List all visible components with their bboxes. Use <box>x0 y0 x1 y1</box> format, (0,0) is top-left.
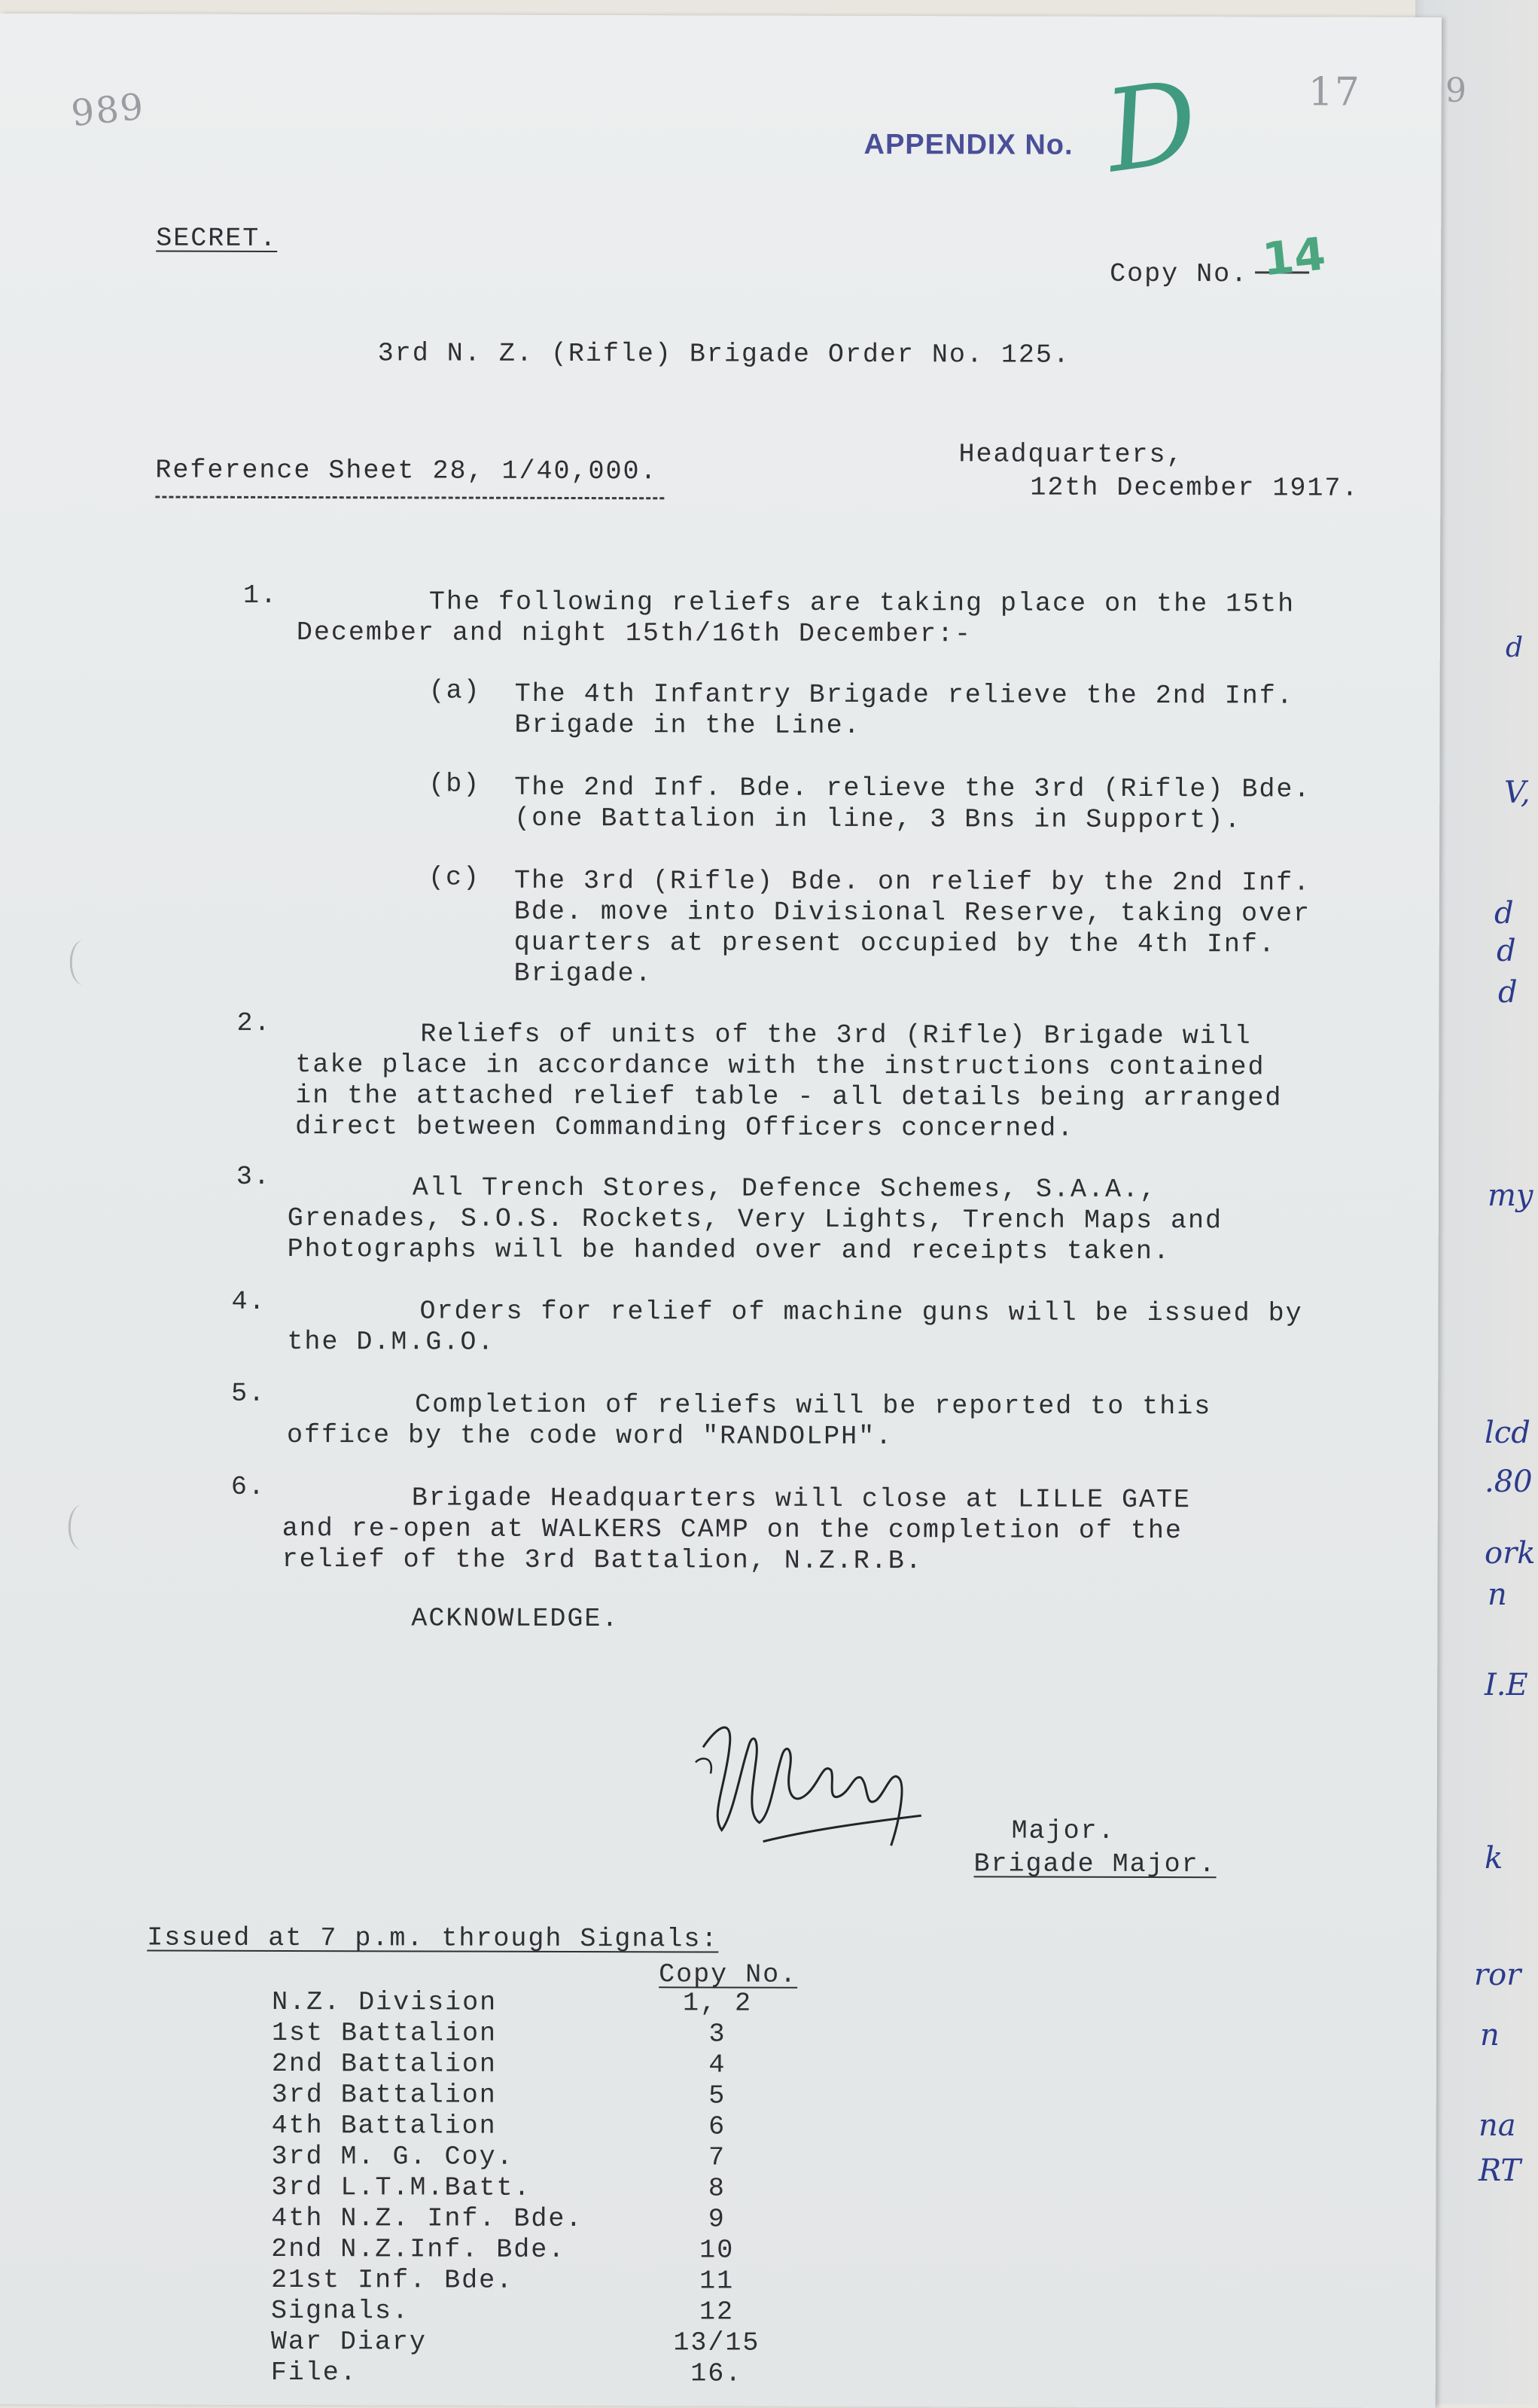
sub-item-text: The 4th Infantry Brigade relieve the 2nd Inf. Brigade in the Line. <box>514 678 1294 741</box>
distribution-copy-number: 10 <box>699 2235 735 2266</box>
reference-underline <box>155 496 664 500</box>
distribution-copy-number: 3 <box>708 2019 726 2050</box>
margin-fragment: my <box>1488 1178 1533 1213</box>
distribution-copy-number: 12 <box>699 2297 735 2327</box>
paragraph-text: The following reliefs are taking place on the 15th December and night 15th/16th December:- <box>296 587 1296 650</box>
margin-fragment: d <box>1506 632 1524 663</box>
copy-number: 14 <box>1259 227 1329 287</box>
margin-fragment: k <box>1485 1841 1503 1876</box>
order-date: 12th December 1917. <box>1030 472 1360 504</box>
signatory-title: Brigade Major. <box>973 1849 1217 1880</box>
margin-fragment: ror <box>1474 1958 1521 1992</box>
margin-fragment: I.E <box>1485 1668 1528 1702</box>
distribution-unit: 4th Battalion <box>271 2110 497 2141</box>
paragraph-text: Brigade Headquarters will close at LILLE GATE and re-open at WALKERS CAMP on the completion of the relief of the 3rd Battalion, N.Z.R.B. <box>282 1483 1192 1577</box>
sub-item-label: (a) <box>428 675 481 706</box>
distribution-unit: War Diary <box>270 2326 427 2358</box>
reference-sheet: Reference Sheet 28, 1/40,000. <box>155 455 658 487</box>
distribution-copy-number: 5 <box>708 2080 726 2111</box>
distribution-unit: Signals. <box>270 2295 410 2327</box>
folio-number: 9 <box>1445 72 1468 110</box>
distribution-copy-number: 13/15 <box>673 2327 760 2358</box>
margin-fragment: RT <box>1479 2153 1521 2188</box>
margin-fragment: n <box>1488 1577 1507 1612</box>
acknowledge: ACKNOWLEDGE. <box>411 1603 620 1635</box>
sub-item-text: The 3rd (Rifle) Bde. on relief by the 2nd Inf. Bde. move into Divisional Reserve, taking over quarters at present occupied by the 4th Inf. Brigade. <box>513 865 1311 989</box>
distribution-copy-number: 4 <box>708 2050 726 2080</box>
distribution-unit: N.Z. Division <box>272 1986 498 2018</box>
copy-label: Copy No. <box>1110 258 1249 290</box>
paragraph-text: Reliefs of units of the 3rd (Rifle) Brigade will take place in accordance with the instructions contained in the attached relief table - all details being arranged direct between Commanding Officers concerned. <box>295 1019 1283 1144</box>
handwritten-signature <box>688 1702 945 1853</box>
appendix-page-number: 17 <box>1308 69 1361 115</box>
distribution-copy-number: 11 <box>699 2266 735 2297</box>
sub-item-label: (c) <box>428 862 481 893</box>
distribution-unit: 2nd Battalion <box>271 2048 497 2080</box>
margin-fragment: .80 <box>1485 1465 1533 1499</box>
paragraph-number: 6. <box>230 1471 266 1502</box>
paragraph-number: 1. <box>242 580 279 611</box>
paragraph-number: 5. <box>231 1378 266 1409</box>
distribution-copy-number: 16. <box>690 2358 743 2389</box>
appendix-stamp: APPENDIX No. <box>863 129 1074 161</box>
paragraph-number: 3. <box>236 1161 272 1192</box>
distribution-unit: 21st Inf. Bde. <box>271 2264 514 2296</box>
distribution-heading: Issued at 7 p.m. through Signals: <box>147 1922 719 1955</box>
sub-item-label: (b) <box>428 769 481 800</box>
margin-fragment: V, <box>1504 776 1530 810</box>
paragraph-text: Completion of reliefs will be reported to this office by the code word "RANDOLPH". <box>287 1389 1212 1452</box>
copy-column-header: Copy No. <box>659 1959 798 1990</box>
margin-fragment: na <box>1479 2108 1516 2143</box>
distribution-copy-number: 1, 2 <box>683 1988 753 2019</box>
distribution-unit: File. <box>270 2357 358 2388</box>
distribution-unit: 2nd N.Z.Inf. Bde. <box>271 2233 566 2265</box>
distribution-copy-number: 6 <box>708 2111 726 2142</box>
appendix-letter: D <box>1098 56 1206 199</box>
distribution-copy-number: 9 <box>708 2204 726 2235</box>
punch-hole-mark <box>70 940 98 985</box>
margin-fragment: n <box>1480 2018 1500 2053</box>
distribution-unit: 1st Battalion <box>271 2017 498 2049</box>
margin-fragment: lcd <box>1485 1416 1530 1450</box>
classification: SECRET. <box>156 223 278 254</box>
paragraph-text: All Trench Stores, Defence Schemes, S.A.A., Grenades, S.O.S. Rockets, Very Lights, Trench Maps and Photographs will be handed over and receipts taken. <box>287 1172 1223 1267</box>
distribution-copy-number: 7 <box>708 2142 726 2173</box>
distribution-unit: 3rd M. G. Coy. <box>271 2141 514 2172</box>
order-title: 3rd N. Z. (Rifle) Brigade Order No. 125. <box>377 338 1071 370</box>
distribution-copy-number: 8 <box>708 2173 726 2204</box>
archive-number: 989 <box>69 85 147 136</box>
margin-fragment: d <box>1497 934 1516 968</box>
distribution-unit: 4th N.Z. Inf. Bde. <box>271 2202 583 2235</box>
margin-fragment: ork <box>1485 1536 1536 1571</box>
sub-item-text: The 2nd Inf. Bde. relieve the 3rd (Rifle) Bde. (one Battalion in line, 3 Bns in Support). <box>514 772 1311 836</box>
distribution-unit: 3rd L.T.M.Batt. <box>271 2172 531 2203</box>
margin-fragment: d <box>1494 896 1514 931</box>
paragraph-number: 4. <box>231 1286 266 1317</box>
distribution-unit: 3rd Battalion <box>271 2079 497 2111</box>
margin-fragment: d <box>1498 975 1518 1010</box>
signatory-rank: Major. <box>1011 1815 1116 1846</box>
punch-hole-mark <box>69 1504 96 1550</box>
paragraph-text: Orders for relief of machine guns will be issued by the D.M.G.O. <box>287 1296 1303 1358</box>
paragraph-number: 2. <box>236 1007 272 1038</box>
document-page <box>0 14 1442 2408</box>
headquarters: Headquarters, <box>958 439 1184 471</box>
